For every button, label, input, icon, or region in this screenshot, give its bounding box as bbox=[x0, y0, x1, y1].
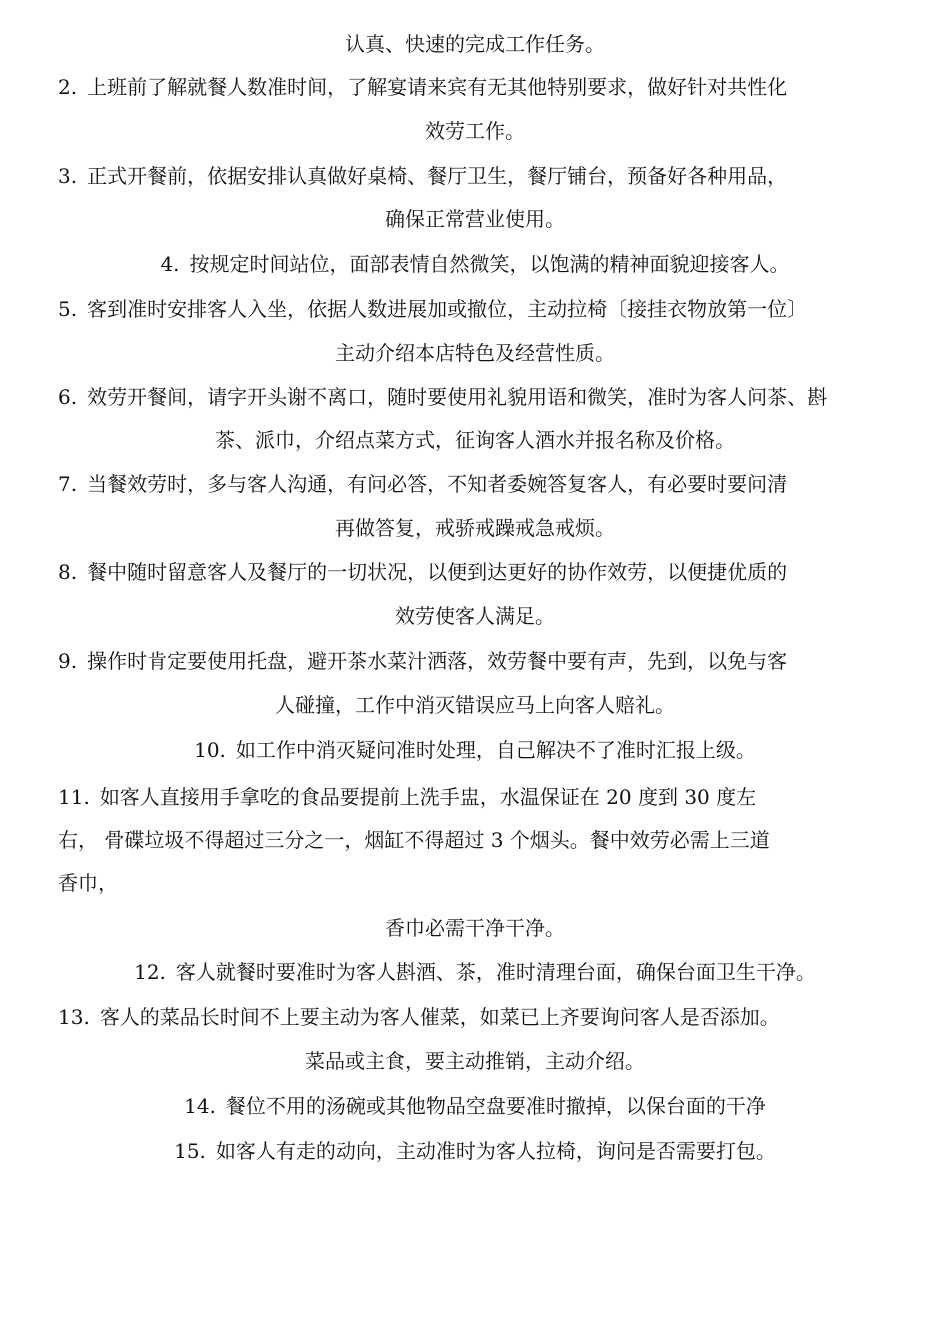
item-number: 7. bbox=[58, 472, 78, 496]
list-item-15 bbox=[0, 1137, 950, 1165]
list-item-13-line-2: 菜品或主食，要主动推销，主动介绍。 bbox=[305, 1049, 645, 1073]
item-number: 13. bbox=[58, 1005, 90, 1029]
item-text: 按规定时间站位，面部表情自然微笑，以饱满的精神面貌迎接客人。 bbox=[189, 252, 790, 276]
item-number: 9. bbox=[58, 649, 78, 673]
item-text: 客人就餐时要准时为客人斟酒、茶，准时清理台面，确保台面卫生干净。 bbox=[175, 960, 816, 984]
list-item-11-line-2: 右， 骨碟垃圾不得超过三分之一，烟缸不得超过 3 个烟头。餐中效劳必需上三道 bbox=[58, 828, 770, 852]
item-text: 如客人直接用手拿吃的食品要提前上洗手盅，水温保证在 20 度到 30 度左 bbox=[99, 785, 757, 809]
list-item-2-line-2: 效劳工作。 bbox=[425, 119, 525, 143]
list-item-9-line-1 bbox=[58, 647, 787, 675]
list-item-10 bbox=[0, 736, 950, 764]
list-item-7-line-2: 再做答复，戒骄戒躁戒急戒烦。 bbox=[335, 516, 615, 540]
item-number: 3. bbox=[58, 164, 78, 188]
list-item-8-line-1 bbox=[58, 558, 787, 586]
item-number: 14. bbox=[184, 1094, 216, 1118]
list-item-6-line-2: 茶、派巾，介绍点菜方式，征询客人酒水并报名称及价格。 bbox=[215, 428, 735, 452]
item-number: 5. bbox=[58, 297, 78, 321]
list-item-8-line-2: 效劳使客人满足。 bbox=[395, 604, 555, 628]
item-text: 操作时肯定要使用托盘，避开茶水菜汁洒落，效劳餐中要有声，先到，以免与客 bbox=[87, 649, 788, 673]
list-item-12 bbox=[0, 958, 950, 986]
list-item-14 bbox=[0, 1092, 950, 1120]
item-text: 客人的菜品长时间不上要主动为客人催菜，如菜已上齐要询问客人是否添加。 bbox=[99, 1005, 780, 1029]
list-item-11-line-4: 香巾必需干净干净。 bbox=[385, 916, 565, 940]
item-number: 15. bbox=[174, 1139, 206, 1163]
list-item-13-line-1 bbox=[58, 1003, 780, 1031]
item-text: 效劳开餐间，请字开头谢不离口，随时要使用礼貌用语和微笑，准时为客人问茶、斟 bbox=[87, 385, 828, 409]
list-item-5-line-2: 主动介绍本店特色及经营性质。 bbox=[335, 341, 615, 365]
item-text: 客到准时安排客人入坐，依据人数进展加或撤位，主动拉椅〔接挂衣物放第一位〕 bbox=[87, 297, 808, 321]
list-item-3-line-2: 确保正常营业使用。 bbox=[385, 207, 565, 231]
item-number: 10. bbox=[194, 738, 226, 762]
item-text: 如客人有走的动向，主动准时为客人拉椅，询问是否需要打包。 bbox=[215, 1139, 776, 1163]
item-text: 如工作中消灭疑问准时处理，自己解决不了准时汇报上级。 bbox=[235, 738, 756, 762]
list-item-5-line-1 bbox=[58, 295, 807, 323]
item-number: 8. bbox=[58, 560, 78, 584]
list-item-6-line-1 bbox=[58, 383, 827, 411]
list-item-2-line-1 bbox=[58, 73, 787, 101]
list-item-11-line-3: 香巾， bbox=[58, 871, 118, 895]
item-text: 当餐效劳时，多与客人沟通，有问必答，不知者委婉答复客人，有必要时要问清 bbox=[87, 472, 788, 496]
item-text: 餐中随时留意客人及餐厅的一切状况，以便到达更好的协作效劳，以便捷优质的 bbox=[87, 560, 788, 584]
item-number: 4. bbox=[160, 252, 180, 276]
item-text: 正式开餐前，依据安排认真做好桌椅、餐厅卫生，餐厅铺台，预备好各种用品， bbox=[87, 164, 788, 188]
list-item-7-line-1 bbox=[58, 470, 787, 498]
item-number: 6. bbox=[58, 385, 78, 409]
item-number: 11. bbox=[58, 785, 90, 809]
list-item-3-line-1 bbox=[58, 162, 787, 190]
item-text: 上班前了解就餐人数准时间，了解宴请来宾有无其他特别要求，做好针对共性化 bbox=[87, 75, 788, 99]
list-item-9-line-2: 人碰撞，工作中消灭错误应马上向客人赔礼。 bbox=[275, 693, 675, 717]
list-item-4 bbox=[0, 250, 950, 278]
list-item-11-line-1 bbox=[58, 783, 756, 811]
intro-continuation: 认真、快速的完成工作任务。 bbox=[345, 32, 605, 56]
item-number: 2. bbox=[58, 75, 78, 99]
item-number: 12. bbox=[134, 960, 166, 984]
item-text: 餐位不用的汤碗或其他物品空盘要准时撤掉，以保台面的干净 bbox=[225, 1094, 766, 1118]
